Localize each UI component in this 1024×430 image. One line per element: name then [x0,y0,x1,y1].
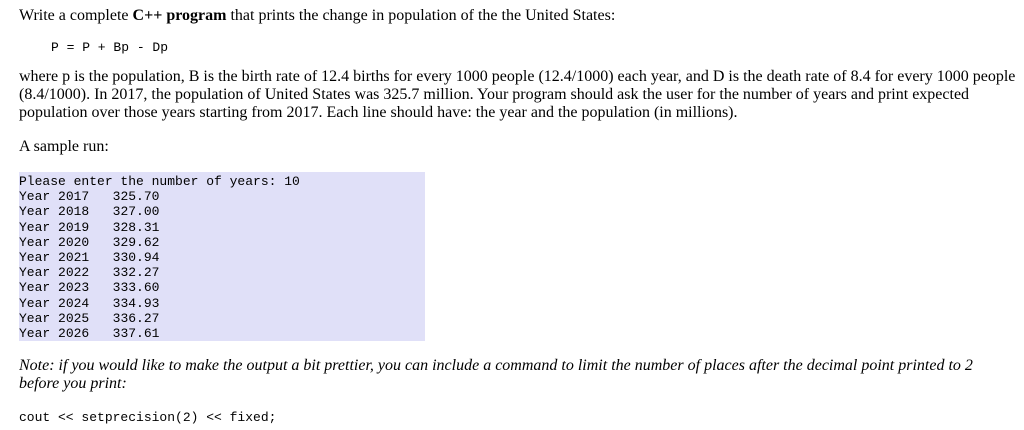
intro-bold-text: C++ program [132,7,227,24]
row-year: 2020 [58,234,90,250]
row-population: 334.93 [112,295,160,311]
row-label: Year [19,234,51,250]
row-year: 2025 [58,310,90,326]
note-line: before you print: [19,375,127,392]
sample-run-output [19,172,425,341]
row-year: 2026 [58,325,90,341]
row-population: 328.31 [112,219,160,235]
row-population: 330.94 [112,249,160,265]
sample-output-row [19,326,425,341]
row-year: 2021 [58,249,90,265]
row-population: 337.61 [112,325,160,341]
row-label: Year [19,310,51,326]
sample-output-row [19,311,425,326]
row-year: 2022 [58,265,90,281]
row-label: Year [19,280,51,296]
note-paragraph [19,357,973,393]
sample-output-row [19,250,425,265]
sample-output-row [19,280,425,295]
sample-run-label: A sample run: [19,138,109,155]
row-year: 2023 [58,280,90,296]
row-year: 2019 [58,219,90,235]
row-label: Year [19,325,51,341]
row-population: 333.60 [112,280,160,296]
row-population: 327.00 [112,204,160,220]
row-label: Year [19,189,51,205]
row-population: 329.62 [112,234,160,250]
problem-description [19,68,1019,122]
sample-output-row [19,265,425,280]
sample-output-row [19,296,425,311]
row-label: Year [19,219,51,235]
row-year: 2024 [58,295,90,311]
sample-output-row [19,220,425,235]
row-population: 325.70 [112,189,160,205]
row-year: 2017 [58,189,90,205]
assignment-document [19,0,1024,430]
population-formula: P = P + Bp - Dp [51,40,169,55]
code-snippet: cout << setprecision(2) << fixed; [19,410,277,425]
sample-output-row [19,189,425,204]
description-line: (8.4/1000). In 2017, the population of United States was 325.7 million. Your program should ask the user for the number of years and print expected [19,86,970,103]
sample-output-row [19,235,425,250]
row-label: Year [19,204,51,220]
row-population: 336.27 [112,310,160,326]
sample-prompt-line: Please enter the number of years: 10 [19,174,300,189]
sample-output-row [19,204,425,219]
row-label: Year [19,295,51,311]
intro-prefix: Write a complete [19,7,133,24]
row-year: 2018 [58,204,90,220]
row-population: 332.27 [112,265,160,281]
intro-line [19,7,615,25]
description-line: where p is the population, B is the birth rate of 12.4 births for every 1000 people (12.4/1000) each year, and D is the death rate of 8.4 for every 1000 people [19,68,1016,85]
intro-suffix: that prints the change in population of the the United States: [226,7,616,24]
row-label: Year [19,265,51,281]
description-line: population over those years starting from 2017. Each line should have: the year and the population (in millions). [19,104,738,121]
sample-rows [19,189,425,341]
row-label: Year [19,249,51,265]
note-line: Note: if you would like to make the output a bit prettier, you can include a command to limit the number of places after the decimal point printed to 2 [19,357,973,374]
